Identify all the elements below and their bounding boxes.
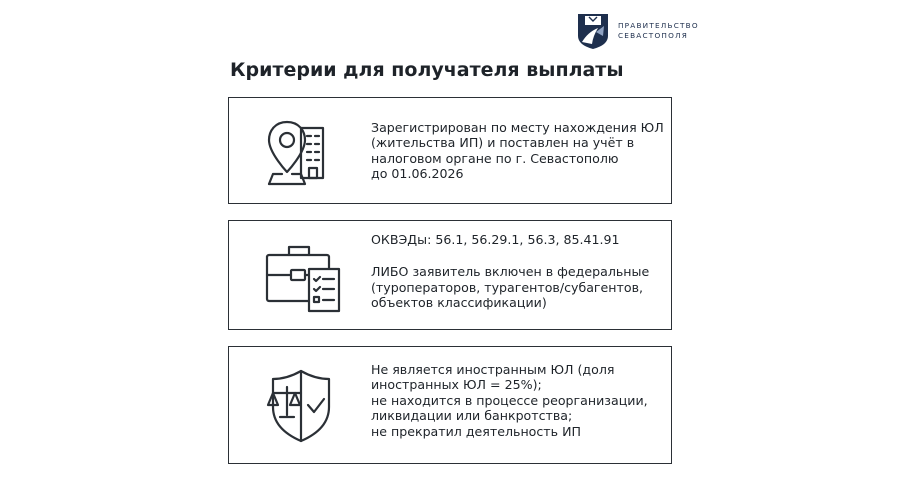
logo-text-line1: ПРАВИТЕЛЬСТВО: [618, 21, 699, 30]
criterion-3-line-5: не прекратил деятельность ИП: [371, 423, 581, 439]
page-title: Критерии для получателя выплаты: [230, 59, 624, 81]
government-logo: [576, 12, 699, 50]
criterion-3-line-1: Не является иностранным ЮЛ (доля: [371, 362, 615, 377]
logo-text-line2: СЕВАСТОПОЛЯ: [618, 31, 688, 40]
criterion-card-okved: [228, 220, 672, 330]
criterion-2-line-1: ЛИБО заявитель включен в федеральные: [371, 264, 650, 280]
criterion-3-line-4: ликвидации или банкротства;: [371, 408, 573, 424]
criterion-1-line-4: до 01.06.2026: [371, 166, 464, 182]
shield-scales-check-icon: [265, 367, 347, 447]
location-building-icon: [265, 112, 347, 192]
criterion-3-line-3: не находится в процессе реорганизации,: [371, 392, 648, 408]
criterion-3-line-2: иностранных ЮЛ = 25%);: [371, 377, 542, 393]
criterion-1-line-1: Зарегистрирован по месту нахождения ЮЛ: [371, 120, 664, 135]
criterion-1-line-3: налоговом органе по г. Севастополю: [371, 150, 619, 166]
criterion-2-okved: ОКВЭДы: 56.1, 56.29.1, 56.3, 85.41.91: [371, 232, 620, 247]
criterion-2-line-3: объектов классификации): [371, 295, 547, 311]
criterion-card-registration: [228, 97, 672, 204]
sevastopol-coat-of-arms-icon: [576, 12, 610, 50]
criterion-2-line-2: (туроператоров, турагентов/субагентов,: [371, 279, 643, 295]
criterion-1-line-2: (жительства ИП) и поставлен на учёт в: [371, 135, 635, 151]
briefcase-checklist-icon: [265, 237, 347, 317]
criterion-card-foreign-status: [228, 346, 672, 464]
